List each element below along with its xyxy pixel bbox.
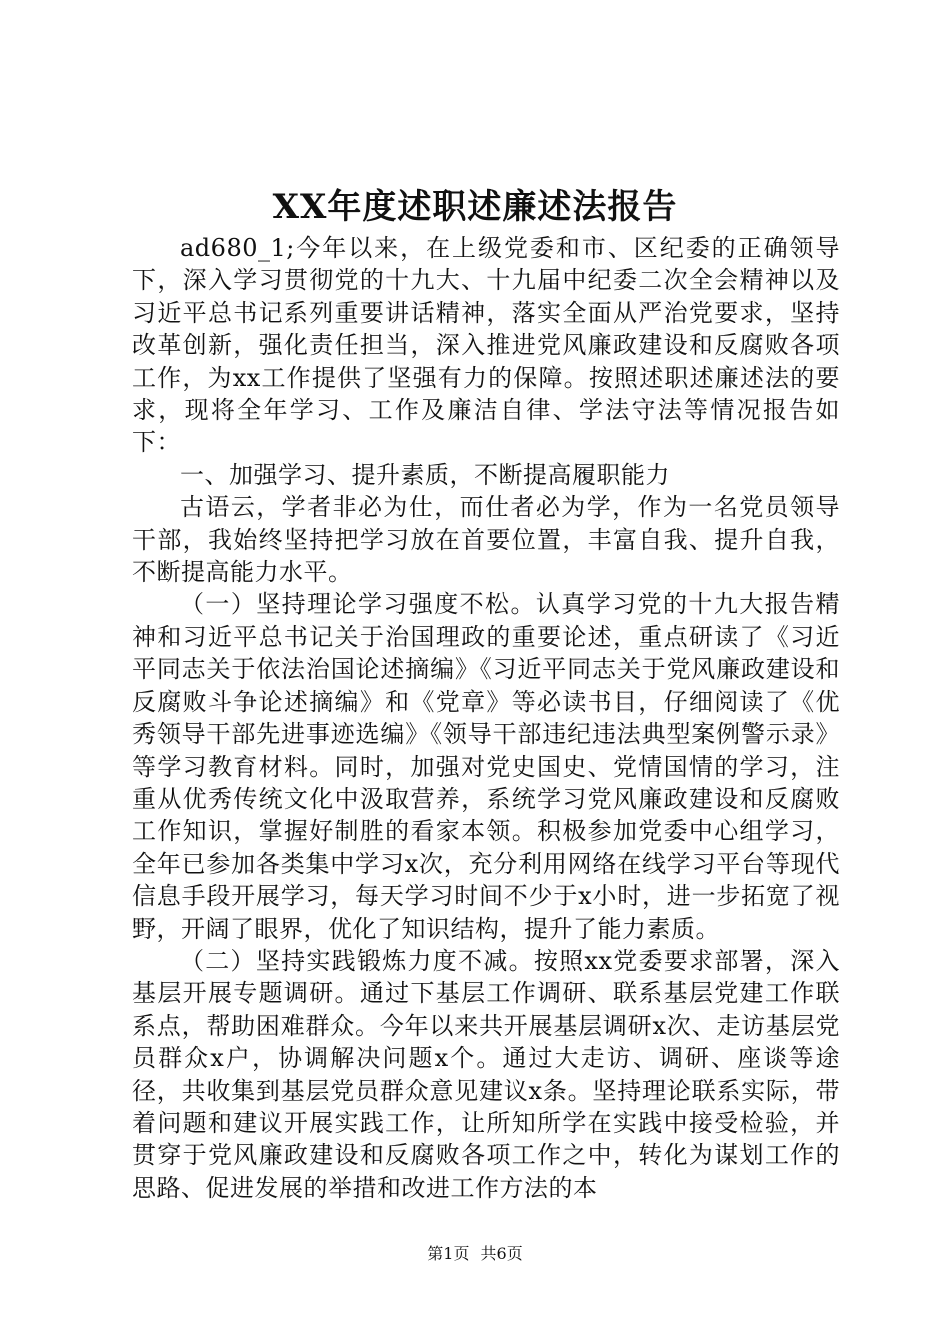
paragraph-practice: （二）坚持实践锻炼力度不减。按照xx党委要求部署，深入基层开展专题调研。通过下基层工作调研、联系基层党建工作联系点，帮助困难群众。今年以来共开展基层调研x次、走访基层党员群众x户，协调解决问题x个。通过大走访、调研、座谈等途径，共收集到基层党员群众意见建议x条。坚持理论联系实际，带着问题和建议开展实践工作，让所知所学在实践中接受检验，并贯穿于党风廉政建设和反腐败各项工作之中，转化为谋划工作的思路、促进发展的举措和改进工作方法的本 bbox=[132, 946, 840, 1202]
page-footer: 第1页 共6页 bbox=[427, 1244, 523, 1263]
paragraph-intro: ad680_1;今年以来，在上级党委和市、区纪委的正确领导下，深入学习贯彻党的十九大、十九届中纪委二次全会精神以及习近平总书记系列重要讲话精神，落实全面从严治党要求，坚持改革创新，强化责任担当，深入推进党风廉政建设和反腐败各项工作，为xx工作提供了坚强有力的保障。按照述职述廉述法的要求，现将全年学习、工作及廉洁自律、学法守法等情况报告如下： bbox=[132, 234, 840, 457]
paragraph-quote: 古语云，学者非必为仕，而仕者必为学，作为一名党员领导干部，我始终坚持把学习放在首要位置，丰富自我、提升自我，不断提高能力水平。 bbox=[132, 493, 840, 587]
section-heading: 一、加强学习、提升素质，不断提高履职能力 bbox=[180, 460, 670, 489]
page-title: XX年度述职述廉述法报告 bbox=[272, 187, 678, 227]
paragraph-theory-study: （一）坚持理论学习强度不松。认真学习党的十九大报告精神和习近平总书记关于治国理政的重要论述，重点研读了《习近平同志关于依法治国论述摘编》《习近平同志关于党风廉政建设和反腐败斗争论述摘编》和《党章》等必读书目，仔细阅读了《优秀领导干部先进事迹选编》《领导干部违纪违法典型案例警示录》等学习教育材料。同时，加强对党史国史、党情国情的学习，注重从优秀传统文化中汲取营养，系统学习党风廉政建设和反腐败工作知识，掌握好制胜的看家本领。积极参加党委中心组学习，全年已参加各类集中学习x次，充分利用网络在线学习平台等现代信息手段开展学习，每天学习时间不少于x小时，进一步拓宽了视野，开阔了眼界，优化了知识结构，提升了能力素质。 bbox=[132, 590, 840, 943]
document-body bbox=[132, 232, 840, 1204]
